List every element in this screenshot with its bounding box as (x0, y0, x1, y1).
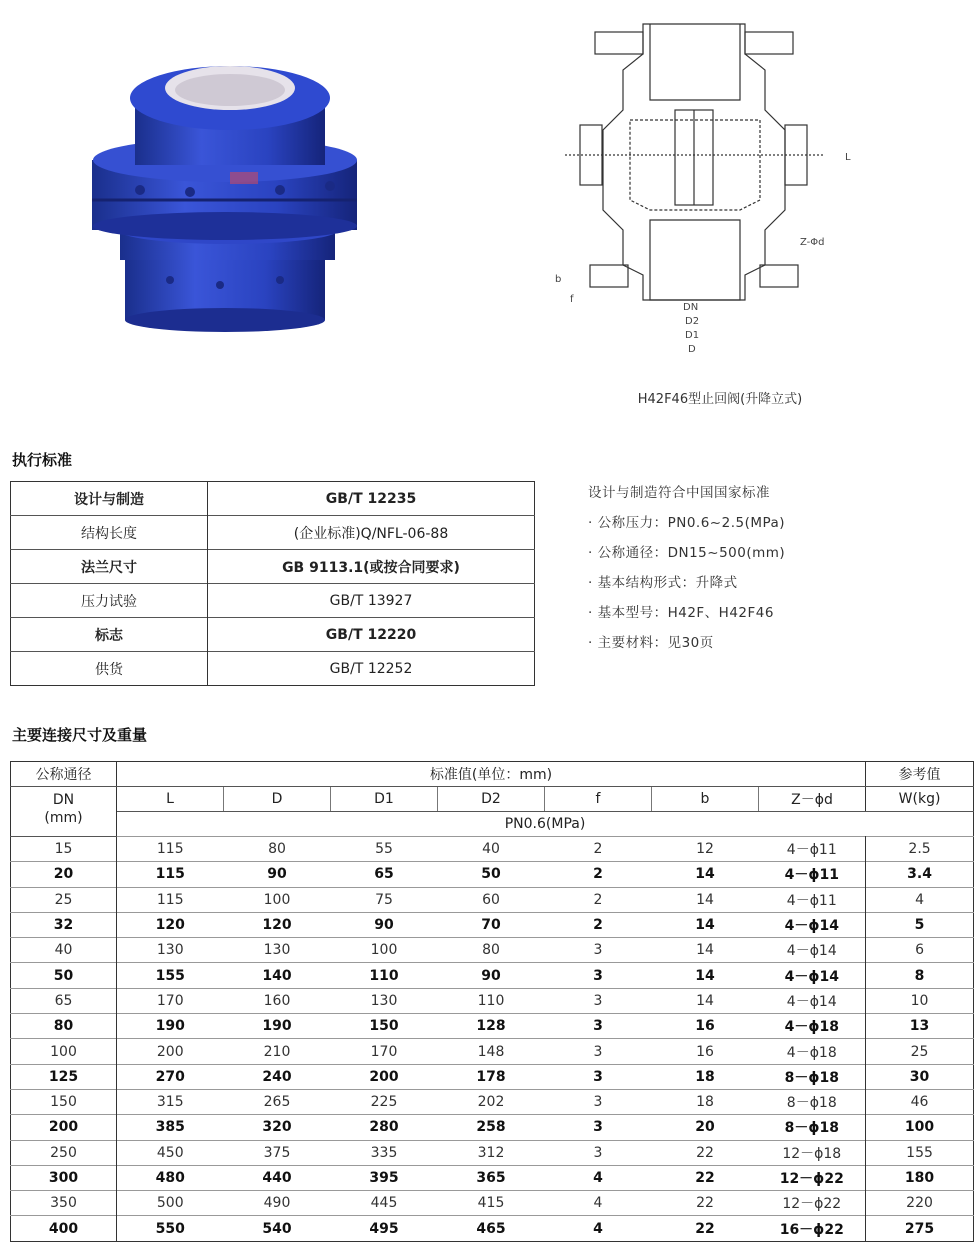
standards-value: GB 9113.1(或按合同要求) (208, 550, 535, 584)
table-cell: 90 (331, 912, 438, 937)
standards-key: 标志 (11, 618, 208, 652)
table-cell: 130 (331, 988, 438, 1013)
table-cell: 3 (545, 1115, 652, 1140)
table-cell: 3 (545, 1014, 652, 1039)
col-header-D1: D1 (331, 787, 438, 812)
table-cell: 465 (438, 1216, 545, 1241)
notes-item: · 基本结构形式：升降式 (588, 575, 738, 591)
dimensions-title: 主要连接尺寸及重量 (12, 726, 148, 744)
table-cell: 16 (652, 1039, 759, 1064)
standards-row (11, 550, 535, 584)
table-cell: 16－ϕ22 (759, 1216, 866, 1241)
dim-label-d1: D1 (685, 330, 700, 341)
table-cell: 315 (117, 1089, 224, 1114)
table-cell: 65 (11, 988, 117, 1013)
table-cell: 4－ϕ14 (759, 988, 866, 1013)
table-cell: 14 (652, 938, 759, 963)
table-cell: 100 (224, 887, 331, 912)
dim-label-L: L (845, 152, 851, 163)
dim-label-d: D (688, 344, 696, 355)
table-cell: 90 (224, 862, 331, 887)
table-cell: 50 (438, 862, 545, 887)
table-cell: 90 (438, 963, 545, 988)
standards-key: 结构长度 (11, 516, 208, 550)
table-cell: 202 (438, 1089, 545, 1114)
standards-row (11, 584, 535, 618)
table-cell: 2 (545, 887, 652, 912)
table-cell: 22 (652, 1140, 759, 1165)
table-cell: 55 (331, 837, 438, 862)
table-cell: 3.4 (866, 862, 974, 887)
table-cell: 14 (652, 912, 759, 937)
table-cell: 3 (545, 1039, 652, 1064)
table-cell: 18 (652, 1064, 759, 1089)
table-cell: 480 (117, 1165, 224, 1190)
table-row (11, 1165, 974, 1190)
standards-value: GB/T 12220 (208, 618, 535, 652)
table-cell: 130 (224, 938, 331, 963)
table-cell: 170 (331, 1039, 438, 1064)
table-cell: 125 (11, 1064, 117, 1089)
table-cell: 40 (438, 837, 545, 862)
table-cell: 12－ϕ22 (759, 1165, 866, 1190)
table-cell: 200 (117, 1039, 224, 1064)
table-cell: 190 (224, 1014, 331, 1039)
col-header-zd: Z－ϕd (759, 787, 866, 812)
table-cell: 150 (11, 1089, 117, 1114)
table-cell: 46 (866, 1089, 974, 1114)
table-cell: 4－ϕ14 (759, 938, 866, 963)
table-cell: 155 (866, 1140, 974, 1165)
col-header-L: L (117, 787, 224, 812)
table-cell: 4－ϕ18 (759, 1039, 866, 1064)
table-cell: 8 (866, 963, 974, 988)
table-cell: 270 (117, 1064, 224, 1089)
notes-item: · 公称压力：PN0.6~2.5(MPa) (588, 515, 786, 531)
table-cell: 400 (11, 1216, 117, 1241)
table-cell: 110 (438, 988, 545, 1013)
table-cell: 32 (11, 912, 117, 937)
standards-key: 法兰尺寸 (11, 550, 208, 584)
table-row (11, 887, 974, 912)
table-cell: 440 (224, 1165, 331, 1190)
table-cell: 4 (545, 1216, 652, 1241)
table-row (11, 912, 974, 937)
col-header-D: D (224, 787, 331, 812)
table-cell: 180 (866, 1165, 974, 1190)
pressure-header: PN0.6(MPa) (504, 816, 586, 832)
dimensions-table (10, 761, 974, 1242)
table-cell: 140 (224, 963, 331, 988)
table-cell: 200 (11, 1115, 117, 1140)
valve-section-diagram (555, 10, 880, 370)
table-cell: 2 (545, 837, 652, 862)
table-cell: 335 (331, 1140, 438, 1165)
table-row (11, 1216, 974, 1241)
table-row (11, 963, 974, 988)
table-cell: 110 (331, 963, 438, 988)
table-cell: 14 (652, 963, 759, 988)
table-cell: 25 (866, 1039, 974, 1064)
table-cell: 100 (11, 1039, 117, 1064)
table-cell: 178 (438, 1064, 545, 1089)
table-cell: 350 (11, 1191, 117, 1216)
table-cell: 3 (545, 1140, 652, 1165)
table-cell: 395 (331, 1165, 438, 1190)
dn-group-header: 公称通径 (11, 762, 117, 787)
dim-label-zd: Z-Φd (800, 237, 825, 248)
table-cell: 4－ϕ14 (759, 963, 866, 988)
table-cell: 12－ϕ22 (759, 1191, 866, 1216)
table-cell: 12 (652, 837, 759, 862)
table-cell: 280 (331, 1115, 438, 1140)
table-cell: 500 (117, 1191, 224, 1216)
table-cell: 312 (438, 1140, 545, 1165)
table-cell: 18 (652, 1089, 759, 1114)
table-cell: 120 (224, 912, 331, 937)
table-cell: 385 (117, 1115, 224, 1140)
standards-value: GB/T 12235 (325, 490, 417, 507)
standards-value: GB/T 13927 (208, 584, 535, 618)
table-cell: 13 (866, 1014, 974, 1039)
notes-item: · 主要材料：见30页 (588, 635, 714, 651)
table-cell: 80 (11, 1014, 117, 1039)
table-cell: 4 (545, 1191, 652, 1216)
table-cell: 60 (438, 887, 545, 912)
table-cell: 4－ϕ14 (759, 912, 866, 937)
table-cell: 148 (438, 1039, 545, 1064)
table-cell: 8－ϕ18 (759, 1089, 866, 1114)
standards-row (11, 482, 535, 516)
table-row (11, 1115, 974, 1140)
table-cell: 258 (438, 1115, 545, 1140)
standards-key: 供货 (11, 652, 208, 686)
notes-item: · 基本型号：H42F、H42F46 (588, 605, 774, 621)
standards-title: 执行标准 (12, 451, 73, 469)
table-row (11, 1140, 974, 1165)
table-cell: 2 (545, 862, 652, 887)
table-cell: 365 (438, 1165, 545, 1190)
table-cell: 150 (331, 1014, 438, 1039)
table-cell: 2.5 (866, 837, 974, 862)
table-cell: 80 (224, 837, 331, 862)
diagram-caption: H42F46型止回阀(升降立式) (637, 392, 803, 407)
table-cell: 275 (866, 1216, 974, 1241)
standards-row (11, 652, 535, 686)
table-cell: 20 (652, 1115, 759, 1140)
table-cell: 115 (117, 837, 224, 862)
notes-intro: 设计与制造符合中国国家标准 (588, 485, 770, 501)
table-row (11, 988, 974, 1013)
table-row (11, 1191, 974, 1216)
table-cell: 15 (11, 837, 117, 862)
table-cell: 128 (438, 1014, 545, 1039)
table-row (11, 1064, 974, 1089)
table-cell: 4－ϕ11 (759, 887, 866, 912)
table-cell: 20 (11, 862, 117, 887)
table-cell: 40 (11, 938, 117, 963)
table-cell: 14 (652, 887, 759, 912)
dim-label-dn: DN (683, 302, 699, 313)
standards-value: (企业标准)Q/NFL-06-88 (208, 516, 535, 550)
table-cell: 12－ϕ18 (759, 1140, 866, 1165)
table-cell: 115 (117, 862, 224, 887)
table-cell: 100 (866, 1115, 974, 1140)
table-cell: 14 (652, 988, 759, 1013)
table-cell: 3 (545, 988, 652, 1013)
table-row (11, 938, 974, 963)
ref-group-header: 参考值 (866, 762, 974, 787)
table-cell: 155 (117, 963, 224, 988)
table-cell: 8－ϕ18 (759, 1115, 866, 1140)
table-cell: 320 (224, 1115, 331, 1140)
table-cell: 200 (331, 1064, 438, 1089)
dn-header (11, 787, 117, 837)
standards-key: 压力试验 (11, 584, 208, 618)
table-cell: 190 (117, 1014, 224, 1039)
table-cell: 65 (331, 862, 438, 887)
table-cell: 5 (866, 912, 974, 937)
table-cell: 115 (117, 887, 224, 912)
table-cell: 100 (331, 938, 438, 963)
table-row (11, 862, 974, 887)
col-header-f: f (545, 787, 652, 812)
table-cell: 16 (652, 1014, 759, 1039)
table-row (11, 1014, 974, 1039)
table-cell: 160 (224, 988, 331, 1013)
table-cell: 445 (331, 1191, 438, 1216)
table-cell: 490 (224, 1191, 331, 1216)
dim-label-f: f (570, 294, 574, 305)
table-cell: 450 (117, 1140, 224, 1165)
table-cell: 3 (545, 963, 652, 988)
standards-table (10, 481, 535, 686)
dim-label-d2: D2 (685, 316, 700, 327)
standards-key: 设计与制造 (11, 482, 208, 516)
table-cell: 240 (224, 1064, 331, 1089)
table-cell: 2 (545, 912, 652, 937)
table-row (11, 837, 974, 862)
table-cell: 130 (117, 938, 224, 963)
table-cell: 22 (652, 1191, 759, 1216)
table-cell: 22 (652, 1165, 759, 1190)
dn-unit: (mm) (44, 810, 83, 826)
col-header-D2: D2 (438, 787, 545, 812)
table-cell: 8－ϕ18 (759, 1064, 866, 1089)
table-cell: 4－ϕ11 (759, 862, 866, 887)
table-cell: 265 (224, 1089, 331, 1114)
table-cell: 25 (11, 887, 117, 912)
table-cell: 30 (866, 1064, 974, 1089)
table-cell: 550 (117, 1216, 224, 1241)
table-cell: 4 (866, 887, 974, 912)
table-cell: 225 (331, 1089, 438, 1114)
table-cell: 415 (438, 1191, 545, 1216)
table-cell: 170 (117, 988, 224, 1013)
table-cell: 220 (866, 1191, 974, 1216)
table-row (11, 1089, 974, 1114)
table-cell: 3 (545, 1064, 652, 1089)
table-cell: 75 (331, 887, 438, 912)
table-cell: 210 (224, 1039, 331, 1064)
standards-value: GB/T 12252 (208, 652, 535, 686)
dn-label: DN (52, 792, 75, 808)
notes-block (588, 483, 785, 663)
table-cell: 250 (11, 1140, 117, 1165)
table-cell: 4 (545, 1165, 652, 1190)
std-group-header: 标准值(单位：mm) (117, 762, 866, 787)
table-cell: 80 (438, 938, 545, 963)
table-cell: 10 (866, 988, 974, 1013)
table-cell: 300 (11, 1165, 117, 1190)
notes-item: · 公称通径：DN15~500(mm) (588, 545, 786, 561)
standards-row (11, 516, 535, 550)
table-cell: 70 (438, 912, 545, 937)
col-header-b: b (652, 787, 759, 812)
table-cell: 120 (117, 912, 224, 937)
valve-photo (80, 40, 380, 340)
table-cell: 540 (224, 1216, 331, 1241)
table-cell: 4－ϕ11 (759, 837, 866, 862)
table-cell: 50 (11, 963, 117, 988)
table-cell: 3 (545, 1089, 652, 1114)
table-cell: 14 (652, 862, 759, 887)
table-cell: 22 (652, 1216, 759, 1241)
dim-label-b: b (555, 274, 562, 285)
table-cell: 4－ϕ18 (759, 1014, 866, 1039)
table-row (11, 1039, 974, 1064)
table-cell: 375 (224, 1140, 331, 1165)
table-cell: 495 (331, 1216, 438, 1241)
table-cell: 3 (545, 938, 652, 963)
col-header-w: W(kg) (866, 787, 974, 812)
table-cell: 6 (866, 938, 974, 963)
standards-row (11, 618, 535, 652)
